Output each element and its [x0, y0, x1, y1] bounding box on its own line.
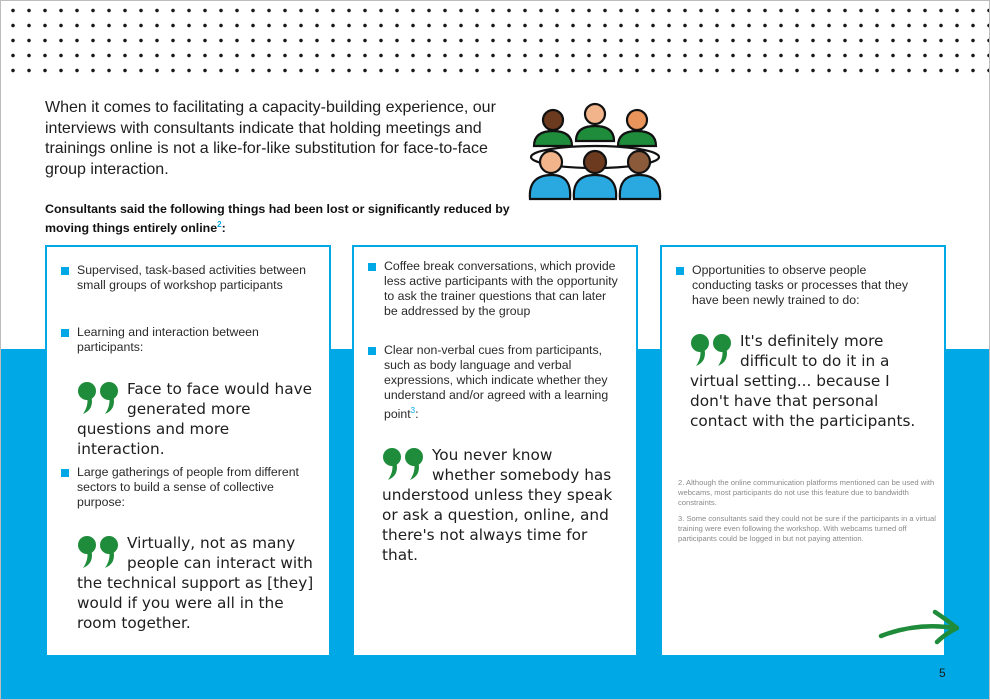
- lead-heading: [45, 202, 515, 236]
- page-number: 5: [939, 666, 946, 680]
- list-item: [354, 259, 618, 319]
- list-item: [47, 263, 307, 293]
- list-item: [47, 325, 307, 355]
- bullet-text: Large gatherings of people from different sectors to build a sense of collective purpose:: [77, 465, 299, 509]
- quote-block: [77, 379, 317, 459]
- footnote-ref-3[interactable]: 3: [410, 406, 416, 415]
- quote-block: [382, 445, 618, 565]
- quote-mark-icon: [77, 535, 123, 569]
- footnote-3: 3. Some consultants said they could not be sure if the participants in a virtual training were even following the workshop. With webcams turned off participants could be logged in but not paying attention.: [678, 514, 936, 543]
- quote-text: You never know whether somebody has understood unless they speak or ask a question, online, and there's not always time for that.: [382, 446, 613, 564]
- dot-pattern-header: [1, 1, 990, 79]
- bullet-square-icon: [676, 267, 684, 275]
- card-column-3: [660, 245, 946, 657]
- meeting-illustration: [526, 101, 666, 201]
- bullet-text: Coffee break conversations, which provide less active participants with the opportunity to ask the trainer questions that can later be addressed by the group: [384, 259, 618, 318]
- bullet-square-icon: [368, 263, 376, 271]
- bullet-text: Supervised, task-based activities between small groups of workshop participants: [77, 263, 306, 292]
- list-item: [47, 465, 307, 510]
- quote-block: [77, 533, 317, 633]
- bullet-square-icon: [61, 469, 69, 477]
- bullet-text: Learning and interaction between participants:: [77, 325, 259, 354]
- bullet-square-icon: [61, 329, 69, 337]
- lead-text: Consultants said the following things had been lost or significantly reduced by moving things entirely online: [45, 202, 510, 236]
- bullet-text: Clear non-verbal cues from participants, such as body language and verbal expressions, which indicate whether they understand and/or agreed with a learning point: [384, 343, 609, 422]
- next-arrow-icon[interactable]: [877, 606, 963, 646]
- footnote-2: 2. Although the online communication platforms mentioned can be used with webcams, most participants do not use this feature due to bandwidth constraints.: [678, 478, 935, 507]
- card-column-2: [352, 245, 638, 657]
- bullet-square-icon: [61, 267, 69, 275]
- quote-text: Virtually, not as many people can interact with the technical support as [they] would if you were all in the room together.: [77, 534, 314, 632]
- quote-mark-icon: [382, 447, 428, 481]
- lead-suffix: :: [221, 221, 226, 236]
- quote-block: [690, 331, 930, 431]
- quote-mark-icon: [690, 333, 736, 367]
- bullet-text: Opportunities to observe people conducting tasks or processes that they have been newly trained to do:: [692, 263, 908, 307]
- card-column-1: [45, 245, 331, 657]
- list-item: [354, 343, 618, 422]
- footnotes: [678, 478, 936, 550]
- bullet-square-icon: [368, 347, 376, 355]
- quote-mark-icon: [77, 381, 123, 415]
- quote-text: Face to face would have generated more questions and more interaction.: [77, 380, 313, 458]
- intro-paragraph: When it comes to facilitating a capacity-building experience, our interviews with consultants indicate that holding meetings and trainings online is not a like-for-like substitution for face-to-face group interaction.: [45, 99, 496, 178]
- quote-text: It's definitely more difficult to do it in a virtual setting... because I don't have that personal contact with the participants.: [690, 332, 916, 430]
- list-item: [662, 263, 924, 308]
- bullet-suffix: :: [415, 407, 419, 422]
- footnote-ref-2[interactable]: 2: [217, 220, 222, 229]
